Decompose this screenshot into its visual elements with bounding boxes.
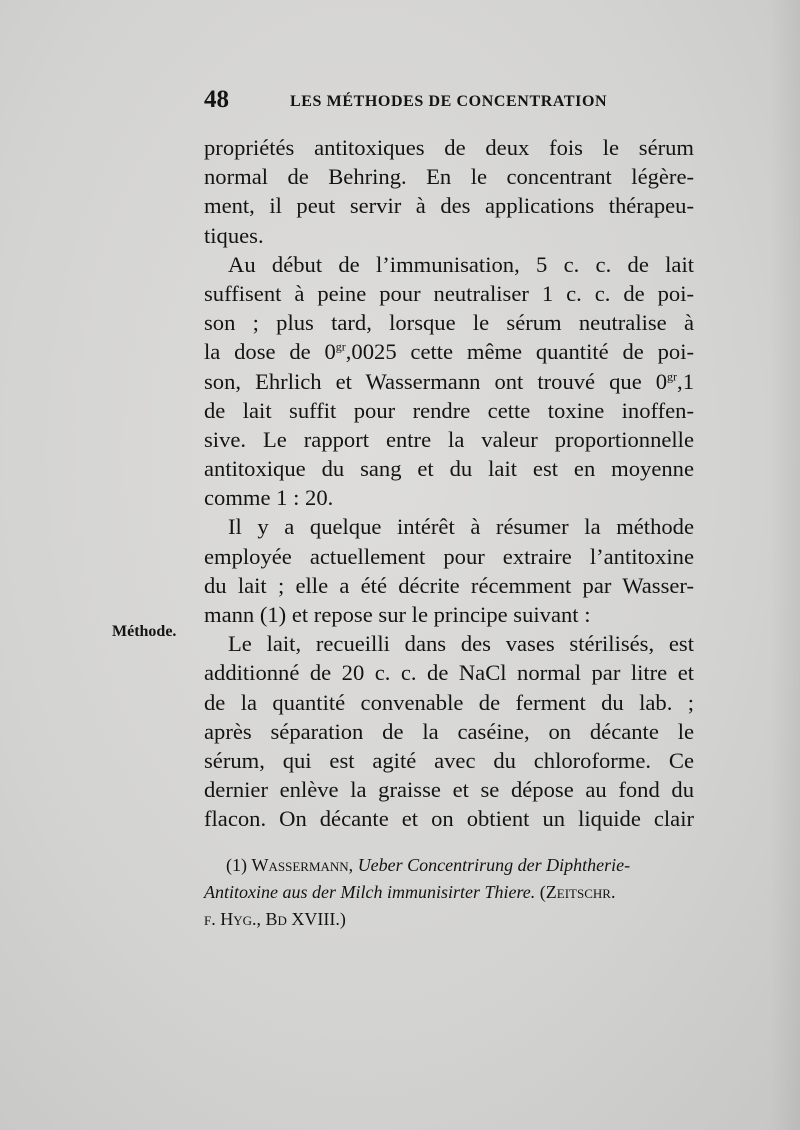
running-title: LES MÉTHODES DE CONCENTRATION (290, 93, 608, 110)
text-line: normal de Behring. En le concentrant légère- (204, 164, 694, 190)
text-line: propriétés antitoxiques de deux fois le sérum (204, 135, 694, 160)
footnote-author: Wassermann, (251, 855, 354, 875)
text-line: du lait ; elle a été décrite récemment par Wasser- (204, 572, 694, 598)
page-header (204, 86, 694, 116)
text-line: sérum, qui est agité avec du chloroforme. Ce (204, 747, 694, 773)
text-line: dernier enlève la graisse et se dépose au fond du (204, 777, 694, 803)
text-line: Il y a quelque intérêt à résumer la méthode (228, 514, 694, 540)
text-line: employée actuellement pour extraire l’antitoxine (204, 543, 694, 569)
footnote-line (204, 879, 694, 906)
text-line: Au début de l’immunisation, 5 c. c. de lait (228, 251, 694, 277)
text-line: additionné de 20 c. c. de NaCl normal par litre et (204, 660, 694, 686)
text-line: ment, il peut servir à des applications thérapeu- (204, 193, 694, 219)
text-line: suffisent à peine pour neutraliser 1 c. c. de poi- (204, 280, 694, 306)
footnote (204, 852, 694, 933)
margin-note: Méthode. (112, 623, 177, 640)
page-number: 48 (204, 86, 229, 113)
footnote-journal: f. Hyg., Bd XVIII.) (204, 909, 346, 929)
text-line: sive. Le rapport entre la valeur proportionnelle (204, 426, 694, 452)
text-line: son, Ehrlich et Wassermann ont trouvé que $0^{gr},1$ (204, 368, 694, 394)
footnote-line (204, 852, 694, 879)
body-text (204, 133, 694, 834)
text-line: mann (1) et repose sur le principe suivant : (204, 602, 591, 627)
footnote-title: Antitoxine aus der Milch immunisirter Thiere. (204, 882, 536, 902)
footnote-title: Ueber Concentrirung der Diphtherie- (357, 855, 631, 875)
text-line: la dose de $0^{gr},0025$ cette même quantité de poi- (204, 339, 695, 365)
text-line: de lait suffit pour rendre cette toxine inoffen- (204, 397, 694, 423)
text-line: flacon. On décante et on obtient un liquide clair (204, 806, 694, 832)
text-line: antitoxique du sang et du lait est en moyenne (204, 456, 694, 482)
page-edge-shadow (770, 0, 800, 1130)
text-line: Le lait, recueilli dans des vases stérilisés, est (228, 631, 694, 657)
text-line: de la quantité convenable de ferment du lab. ; (204, 689, 694, 715)
text-line: tiques. (204, 222, 264, 248)
footnote-marker: (1) (226, 855, 247, 875)
text-line: après séparation de la caséine, on décante le (204, 718, 694, 744)
text-line: son ; plus tard, lorsque le sérum neutralise à (204, 310, 694, 336)
text-line: comme 1 : 20. (204, 485, 334, 511)
footnote-journal: (Zeitschr. (539, 882, 616, 902)
